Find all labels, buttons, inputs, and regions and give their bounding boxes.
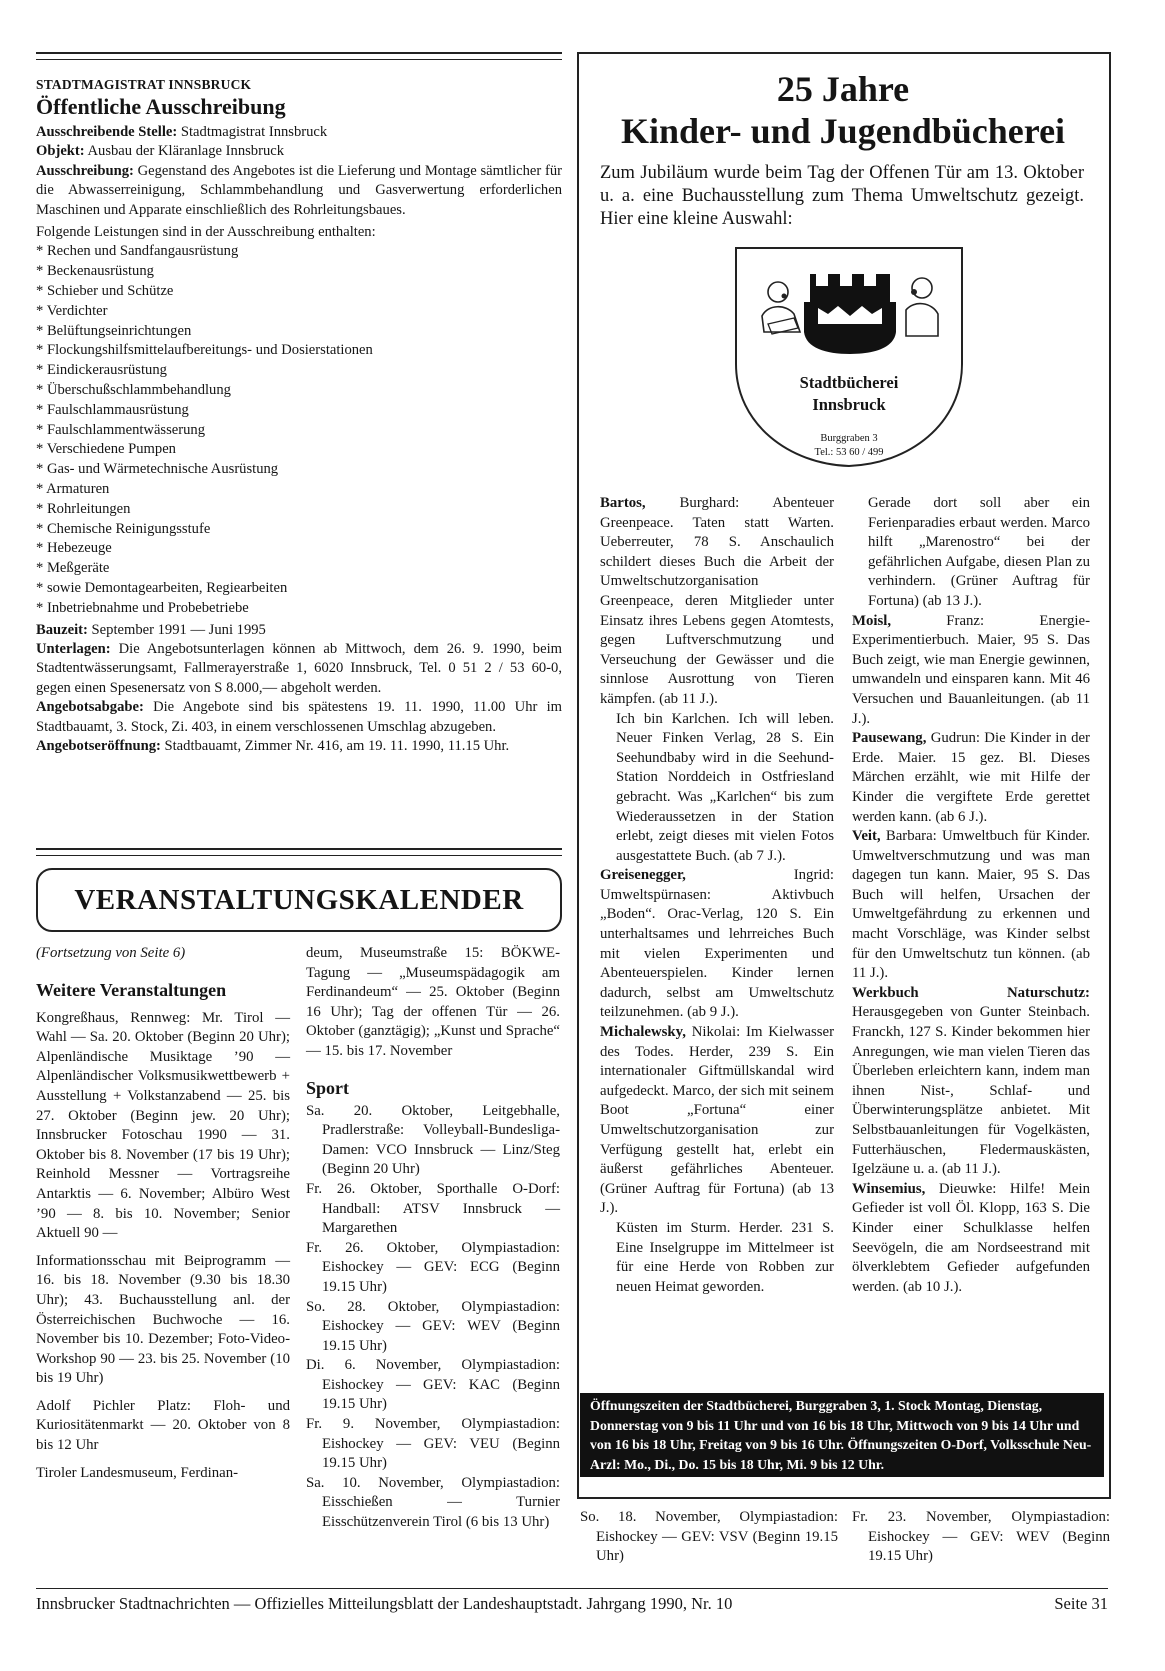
book-entry: Küsten im Sturm. Herder. 231 S. Eine Inselgruppe im Mittelmeer ist für eine Herde von Robben zur neuen Heimat geworden. (616, 1219, 834, 1295)
library-intro: Zum Jubiläum wurde beim Tag der Offenen Tür am 13. Oktober u. a. eine Buchausstellung zum Thema Umweltschutz gezeigt. Hier eine kleine Auswahl: (600, 163, 1084, 229)
notice-objekt: Objekt: Ausbau der Kläranlage Innsbruck (36, 143, 285, 160)
list-item: * Armaturen (36, 480, 562, 500)
list-item: * Überschußschlammbehandlung (36, 381, 562, 401)
list-item: * Meßgeräte (36, 559, 562, 579)
book-entry: Pausewang, Gudrun: Die Kinder in der Erde. Maier. 15 gez. Bl. Dieses Märchen erzählt, wie mit Hilfe der Kinder die vergiftete Erde gerettet werden kann. (ab 6 J.). (852, 730, 1090, 825)
book-entry: Ich bin Karlchen. Ich will leben. Neuer Finken Verlag, 28 S. Ein Seehundbaby wird in die Seehund-Station Norddeich in Ostfriesland gebracht. Was „Karlchen“ bis zum Wiederaussetzen in der Station erlebt, zeigt dieses mit vielen Fotos ausgestattete Buch. (ab 7 J.). (616, 710, 834, 864)
tender-notice (36, 76, 562, 756)
list-item: * Inbetriebnahme und Probebetriebe (36, 599, 562, 619)
list-item: * Belüftungseinrichtungen (36, 322, 562, 342)
list-item: * Eindickerausrüstung (36, 361, 562, 381)
book-entry: Greisenegger, Ingrid: Umweltspürnasen: Aktivbuch „Boden“. Orac-Verlag, 120 S. Ein unterhaltsames und lehrreiches Buch mit vielen Experimenten und Abenteuerspielen. Kinder lernen dadurch, selbst am Umweltschutz teilzunehmen. (ab 9 J.). (600, 867, 834, 1021)
sport-entry: Fr. 26. Oktober, Sporthalle O-Dorf: Handball: ATSV Innsbruck — Margarethen (306, 1180, 560, 1237)
library-title-line2: Kinder- und Jugendbücherei (620, 111, 1066, 151)
book-entry: Moisl, Franz: Energie-Experimentierbuch. Maier, 95 S. Das Buch zeigt, wie man Energie gewinnen, umwandeln und einsparen kann. Mit 46 Versuchen und Bauanleitungen. (ab 11 J.). (852, 612, 1091, 727)
book-entry: Gerade dort soll aber ein Ferienparadies erbaut werden. Marco hilft „Marenostro“ bei der gefährlichen Aufgabe, diesen Plan zu verhindern. (Grüner Auftrag für Fortuna) (ab 13 J.). (868, 495, 1090, 609)
logo-name2: Innsbruck (812, 395, 886, 414)
sport-entry: Di. 6. November, Olympiastadion: Eishockey — GEV: KAC (Beginn 19.15 Uhr) (306, 1357, 560, 1413)
calendar-col-2 (306, 944, 560, 1533)
notice-unterlagen: Unterlagen: Die Angebotsunterlagen können ab Mittwoch, dem 26. 9. 1990, beim Stadtentwässerungsamt, Fallmerayerstraße 1, 6020 Innsbruck, Tel. 0 51 2 / 53 60-0, gegen einen Spesenersatz von S 8.000,— abgeholt werden. (36, 640, 562, 696)
notice-ausschreibung: Ausschreibung: Gegenstand des Angebotes ist die Lieferung und Montage sämtlicher für die Abwasserreinigung, Schlammbehandlung und Gasverwertung erforderlichen Maschinen und Apparate einschließlich des Rohrleitungsbaues. (36, 162, 562, 218)
notice-eroeffnung: Angebotseröffnung: Stadtbauamt, Zimmer Nr. 416, am 19. 11. 1990, 11.15 Uhr. (36, 738, 510, 755)
footer-publication: Innsbrucker Stadtnachrichten — Offizielles Mitteilungsblatt der Landeshauptstadt. Jahrgang 1990, Nr. 10 (36, 1594, 733, 1613)
calendar-title: VERANSTALTUNGSKALENDER (74, 883, 524, 916)
book-entry: Bartos, Burghard: Abenteuer Greenpeace. Taten statt Warten. Ueberreuter, 78 S. Anschaulich schildert dieses Buch die Arbeit der Umweltschutzorganisation Greenpeace, deren Mitglieder unter Einsatz ihres Lebens gegen Atomtests, gegen Luftverschmutzung und Verseuchung der Gewässer und die sinnlose Ausrottung von Tieren kämpfen. (ab 11 J.). (600, 495, 834, 707)
calendar-entry: deum, Museumstraße 15: BÖKWE-Tagung — „Museumspädagogik am Ferdinandeum“ — 25. Oktober (Beginn 16 Uhr); Tag der offenen Tür — 26. Oktober (ganztägig); „Kunst und Sprache“ — 15. bis 17. November (306, 945, 560, 1059)
list-item: * Rohrleitungen (36, 500, 562, 520)
logo-tel: Tel.: 53 60 / 499 (814, 447, 884, 458)
book-entry: Werkbuch Naturschutz: Herausgegeben von Gunter Steinbach. Franckh, 127 S. Kinder bekommen hier Anregungen, wie man vielen Tieren das Überleben erleichtern kann, indem man ihnen Nist-, Schlaf- und Überwinterungsplätze anbietet. Mit Selbstbauanleitungen für Vogelkästen, Futterhäuschen, Fledermauskästen, Igelzäune u. a. (ab 11 J.). (852, 984, 1090, 1178)
list-item: * Verschiedene Pumpen (36, 440, 562, 460)
notice-list-intro: Folgende Leistungen sind in der Ausschreibung enthalten: (36, 224, 376, 241)
library-title-line1: 25 Jahre (776, 69, 910, 109)
books-col-right (852, 494, 1090, 1297)
list-item: * Faulschlammausrüstung (36, 401, 562, 421)
services-list (36, 242, 562, 618)
books-col-left (600, 494, 834, 1297)
book-entry: Winsemius, Dieuwke: Hilfe! Mein Gefieder ist voll Öl. Klopp, 163 S. Die Kinder einer Schulklasse helfen Seevögeln, die am Nordseestrand mit ölverklebtem Gefieder aufgefunden werden. (ab 10 J.). (852, 1180, 1090, 1295)
logo-name1: Stadtbücherei (799, 373, 899, 392)
calendar-rule (36, 848, 562, 856)
book-entry: Veit, Barbara: Umweltbuch für Kinder. Umweltverschmutzung und was man dagegen tun kann. Maier, 95 S. Das Buch will helfen, Ursachen der Umweltgefährdung zu erkennen und macht Vorschläge, was Kinder selbst für den Umweltschutz tun können. (ab 11 J.). (852, 828, 1090, 982)
footer-page: Seite 31 (1054, 1594, 1108, 1613)
list-item: * Hebezeuge (36, 539, 562, 559)
notice-abgabe: Angebotsabgabe: Die Angebote sind bis spätestens 19. 11. 1990, 11.00 Uhr im Stadtbauamt, 3. Stock, Zi. 403, in einem verschlossenen Umschlag abzugeben. (36, 699, 562, 735)
notice-stelle: Ausschreibende Stelle: Stadtmagistrat Innsbruck (36, 124, 328, 140)
list-item: * Verdichter (36, 302, 562, 322)
sport-entry: Sa. 20. Oktober, Leitgebhalle, Pradlerstraße: Volleyball-Bundesliga-Damen: VCO Innsbruck — Linz/Steg (Beginn 20 Uhr) (306, 1102, 560, 1178)
list-item: * Chemische Reinigungsstufe (36, 520, 562, 540)
sport-entry: Fr. 23. November, Olympiastadion: Eishockey — GEV: WEV (Beginn 19.15 Uhr) (852, 1509, 1110, 1565)
calendar-col-1 (36, 944, 290, 1483)
opening-hours: Öffnungszeiten der Stadtbücherei, Burggraben 3, 1. Stock Montag, Dienstag, Donnerstag von 9 bis 11 Uhr und von 16 bis 18 Uhr, Mittwoch von 9 bis 14 Uhr und von 16 bis 18 Uhr, Freitag von 9 bis 16 Uhr. Öffnungszeiten O-Dorf, Volksschule Neu-Arzl: Mo., Di., Do. 15 bis 18 Uhr, Mi. 9 bis 12 Uhr. (580, 1393, 1104, 1477)
sport-entry: Fr. 9. November, Olympiastadion: Eishockey — GEV: VEU (Beginn 19.15 Uhr) (306, 1416, 560, 1472)
library-logo (734, 244, 964, 470)
sport-heading: Sport (306, 1077, 350, 1098)
library-header (580, 68, 1106, 152)
list-item: * Schieber und Schütze (36, 282, 562, 302)
list-item: * Rechen und Sandfangausrüstung (36, 242, 562, 262)
calendar-continued: (Fortsetzung von Seite 6) (36, 945, 186, 961)
notice-kicker: STADTMAGISTRAT INNSBRUCK (36, 77, 252, 92)
calendar-entry: Tiroler Landesmuseum, Ferdinan- (36, 1464, 239, 1481)
footer-rule (36, 1588, 1108, 1589)
sport-entry: Sa. 10. November, Olympiastadion: Eisschießen — Turnier Eisschützenverein Tirol (6 bis 13 Uhr) (306, 1474, 560, 1531)
list-item: * Beckenausrüstung (36, 262, 562, 282)
calendar-col-4 (852, 1508, 1110, 1567)
sport-entry: Fr. 26. Oktober, Olympiastadion: Eishockey — GEV: ECG (Beginn 19.15 Uhr) (306, 1239, 560, 1295)
list-item: * Faulschlammentwässerung (36, 421, 562, 441)
logo-address: Burggraben 3 (820, 433, 878, 444)
list-item: * Gas- und Wärmetechnische Ausrüstung (36, 460, 562, 480)
list-item: * sowie Demontagearbeiten, Regiearbeiten (36, 579, 562, 599)
book-entry: Michalewsky, Nikolai: Im Kielwasser des Todes. Herder, 239 S. Ein internationaler Giftmüllskandal wird aufgedeckt. Marco, der sich mit seinem Boot „Fortuna“ einer Umweltschutzorganisation zur Verfügung gestellt hat, erlebt ein äußerst gefährliches Abenteuer. (Grüner Auftrag für Fortuna) (ab 13 J.). (600, 1024, 834, 1217)
notice-title: Öffentliche Ausschreibung (36, 94, 286, 119)
list-item: * Flockungshilfsmittelaufbereitungs- und Dosierstationen (36, 341, 562, 361)
notice-bauzeit: Bauzeit: September 1991 — Juni 1995 (36, 621, 266, 638)
top-rule-left (36, 52, 562, 60)
sport-entry: So. 18. November, Olympiastadion: Eishockey — GEV: VSV (Beginn 19.15 Uhr) (580, 1509, 838, 1565)
calendar-title-box (36, 868, 562, 932)
calendar-entry: Kongreßhaus, Rennweg: Mr. Tirol — Wahl — Sa. 20. Oktober (Beginn 20 Uhr); Alpenländische Musiktage ’90 — Alpenländischer Volksmusikwettbewerb + Ausstellung + Volkstanzabend — 25. bis 27. Oktober (Beginn jew. 20 Uhr); Innsbrucker Fotoschau 1990 — 31. Oktober bis 8. November (17 bis 19 Uhr); Reinhold Messner — Vortragsreihe Antarktis — 6. November; Albüro West ’90 — 8. bis 10. November; Senior Aktuell 90 — (36, 1009, 290, 1242)
sport-entry: So. 28. Oktober, Olympiastadion: Eishockey — GEV: WEV (Beginn 19.15 Uhr) (306, 1298, 560, 1354)
calendar-col-3 (580, 1508, 838, 1567)
calendar-entry: Informationsschau mit Beiprogramm — 16. bis 18. November (9.30 bis 18.30 Uhr); 43. Buchausstellung anl. der Österreichischen Buchwoche — 16. November bis 10. Dezember; Foto-Video-Workshop 90 — 23. bis 25. November (10 bis 19 Uhr) (36, 1252, 290, 1387)
calendar-entry: Adolf Pichler Platz: Floh- und Kuriositätenmarkt — 20. Oktober von 8 bis 12 Uhr (36, 1397, 290, 1454)
weitere-heading: Weitere Veranstaltungen (36, 979, 227, 1000)
